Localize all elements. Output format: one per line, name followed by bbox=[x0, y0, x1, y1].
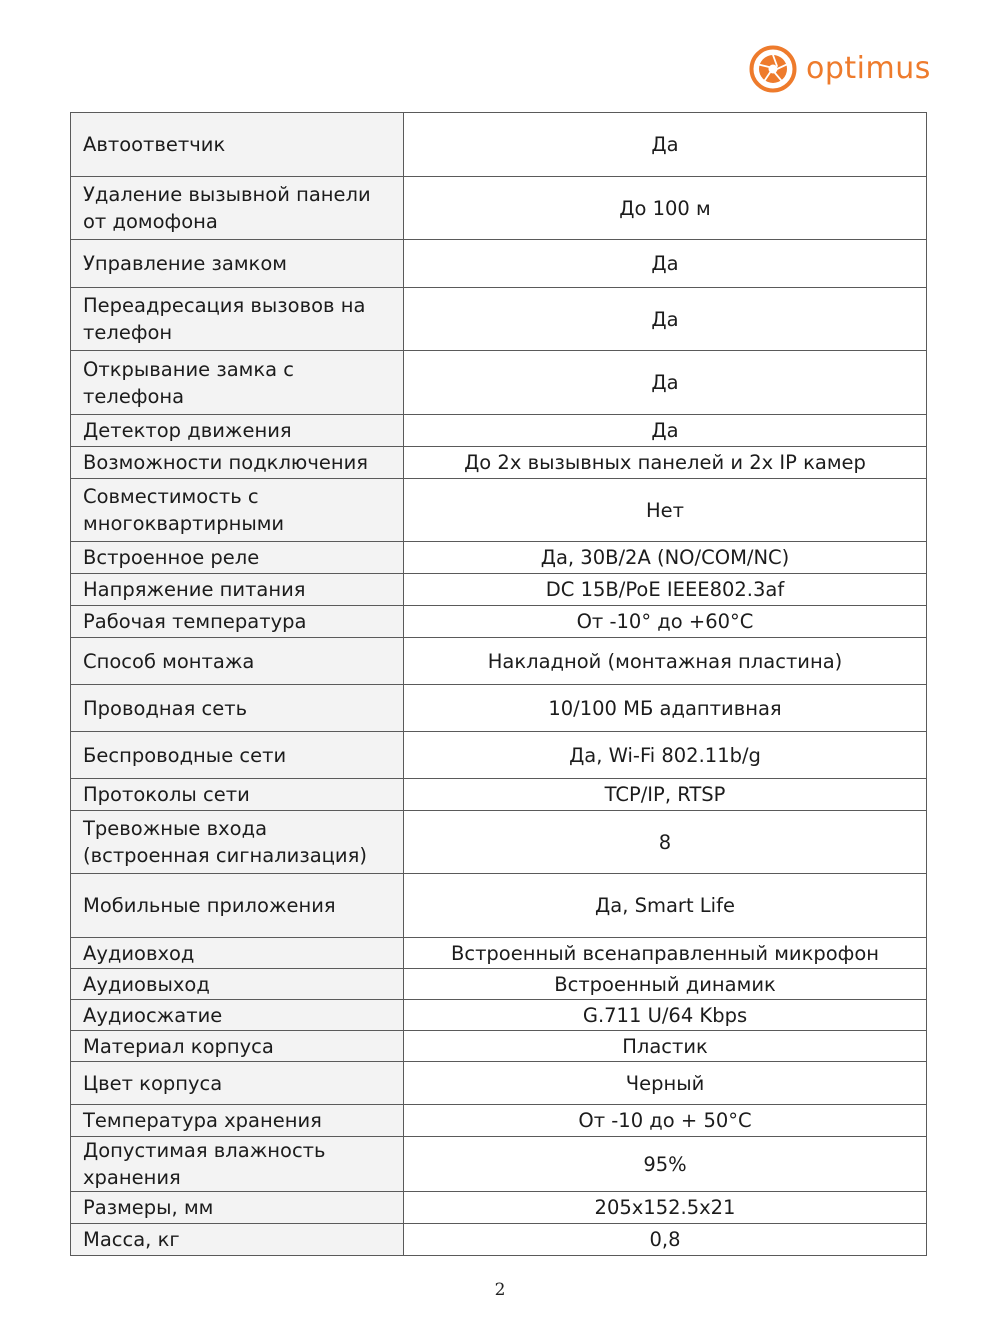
spec-row bbox=[71, 1062, 927, 1105]
spec-value: Да bbox=[404, 240, 927, 288]
brand-name: optimus bbox=[806, 51, 931, 86]
spec-value: Да, Smart Life bbox=[404, 874, 927, 938]
spec-label: Допустимая влажность хранения bbox=[71, 1137, 404, 1192]
spec-row bbox=[71, 1137, 927, 1192]
spec-label: Размеры, мм bbox=[71, 1192, 404, 1224]
spec-label: Способ монтажа bbox=[71, 638, 404, 685]
spec-value: От -10 до + 50°С bbox=[404, 1105, 927, 1137]
spec-value: TCP/IP, RTSP bbox=[404, 779, 927, 811]
spec-value: Да bbox=[404, 351, 927, 415]
spec-value: Накладной (монтажная пластина) bbox=[404, 638, 927, 685]
spec-row bbox=[71, 177, 927, 240]
spec-value: Да bbox=[404, 113, 927, 177]
spec-label: Переадресация вызовов на телефон bbox=[71, 288, 404, 351]
spec-row bbox=[71, 351, 927, 415]
spec-row bbox=[71, 874, 927, 938]
spec-label: Мобильные приложения bbox=[71, 874, 404, 938]
spec-label: Температура хранения bbox=[71, 1105, 404, 1137]
spec-value: До 2х вызывных панелей и 2х IP камер bbox=[404, 447, 927, 479]
spec-row bbox=[71, 969, 927, 1000]
spec-row bbox=[71, 1192, 927, 1224]
spec-value: 0,8 bbox=[404, 1224, 927, 1256]
spec-value: G.711 U/64 Kbps bbox=[404, 1000, 927, 1031]
spec-label: Встроенное реле bbox=[71, 542, 404, 574]
spec-value: От -10° до +60°С bbox=[404, 606, 927, 638]
spec-label: Автоответчик bbox=[71, 113, 404, 177]
spec-row bbox=[71, 288, 927, 351]
page-number: 2 bbox=[494, 1280, 506, 1300]
spec-label: Совместимость с многоквартирными bbox=[71, 479, 404, 542]
spec-value: Встроенный динамик bbox=[404, 969, 927, 1000]
spec-row bbox=[71, 415, 927, 447]
spec-label: Протоколы сети bbox=[71, 779, 404, 811]
spec-row bbox=[71, 606, 927, 638]
spec-value: До 100 м bbox=[404, 177, 927, 240]
spec-row bbox=[71, 811, 927, 874]
spec-row bbox=[71, 685, 927, 732]
spec-value: 95% bbox=[404, 1137, 927, 1192]
spec-row bbox=[71, 1000, 927, 1031]
spec-row bbox=[71, 779, 927, 811]
spec-label: Материал корпуса bbox=[71, 1031, 404, 1062]
spec-value: DC 15B/PoE IEEE802.3af bbox=[404, 574, 927, 606]
spec-label: Масса, кг bbox=[71, 1224, 404, 1256]
spec-value: Да bbox=[404, 288, 927, 351]
spec-label: Тревожные входа (встроенная сигнализация) bbox=[71, 811, 404, 874]
spec-row bbox=[71, 1224, 927, 1256]
spec-label: Рабочая температура bbox=[71, 606, 404, 638]
spec-label: Возможности подключения bbox=[71, 447, 404, 479]
spec-row bbox=[71, 938, 927, 969]
spec-label: Открывание замка с телефона bbox=[71, 351, 404, 415]
spec-value: 8 bbox=[404, 811, 927, 874]
spec-label: Аудиовыход bbox=[71, 969, 404, 1000]
spec-label: Цвет корпуса bbox=[71, 1062, 404, 1105]
spec-value: Встроенный всенаправленный микрофон bbox=[404, 938, 927, 969]
spec-row bbox=[71, 542, 927, 574]
spec-value: Да, 30В/2А (NO/COM/NC) bbox=[404, 542, 927, 574]
spec-value: 205х152.5х21 bbox=[404, 1192, 927, 1224]
spec-row bbox=[71, 479, 927, 542]
spec-value: Черный bbox=[404, 1062, 927, 1105]
spec-row bbox=[71, 240, 927, 288]
spec-label: Аудиовход bbox=[71, 938, 404, 969]
spec-label: Удаление вызывной панели от домофона bbox=[71, 177, 404, 240]
specifications-table bbox=[70, 112, 927, 1256]
spec-value: Да bbox=[404, 415, 927, 447]
spec-label: Аудиосжатие bbox=[71, 1000, 404, 1031]
spec-row bbox=[71, 638, 927, 685]
spec-value: Да, Wi-Fi 802.11b/g bbox=[404, 732, 927, 779]
brand-logo bbox=[749, 44, 931, 94]
spec-row bbox=[71, 574, 927, 606]
spec-row bbox=[71, 1105, 927, 1137]
spec-row bbox=[71, 113, 927, 177]
spec-label: Детектор движения bbox=[71, 415, 404, 447]
spec-label: Проводная сеть bbox=[71, 685, 404, 732]
spec-label: Беспроводные сети bbox=[71, 732, 404, 779]
spec-row bbox=[71, 1031, 927, 1062]
spec-value: Нет bbox=[404, 479, 927, 542]
spec-row bbox=[71, 732, 927, 779]
aperture-logo-icon bbox=[749, 45, 797, 93]
spec-label: Напряжение питания bbox=[71, 574, 404, 606]
spec-value: Пластик bbox=[404, 1031, 927, 1062]
spec-label: Управление замком bbox=[71, 240, 404, 288]
spec-row bbox=[71, 447, 927, 479]
spec-value: 10/100 МБ адаптивная bbox=[404, 685, 927, 732]
